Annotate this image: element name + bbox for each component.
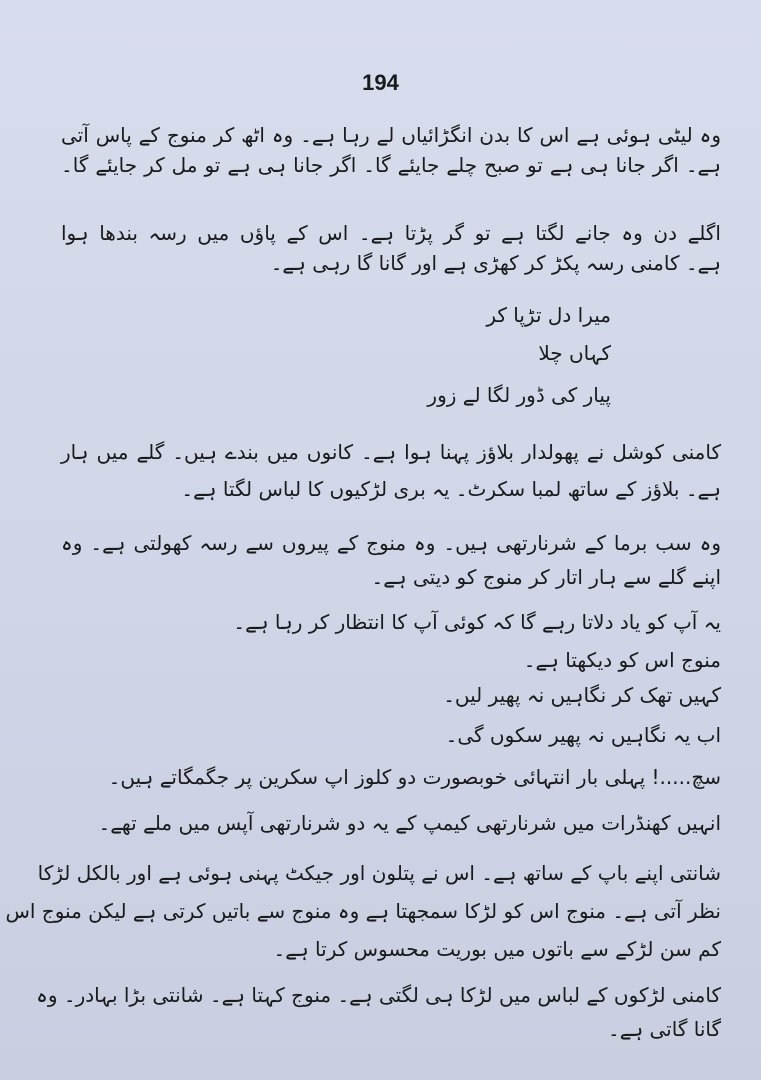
poem-line-3: پیار کی ڈور لگا لے زور [427,383,611,407]
page-number: 194 [362,70,399,95]
text-line-8: کامنی کوشل نے پھولدار بلاؤز پہنا ہوا ہے۔ کانوں میں بندے ہیں۔ گلے میں ہار [61,440,721,464]
text-line-22: گانا گاتی ہے۔ [608,1017,721,1041]
text-line-2: ہے۔ اگر جانا ہی ہے تو صبح چلے جایئے گا۔ اگر جانا ہی ہے تو مل کر جایئے گا۔ [61,153,721,177]
text-line-9: ہے۔ بلاؤز کے ساتھ لمبا سکرٹ۔ یہ بری لڑکیوں کا لباس لگتا ہے۔ [181,477,721,501]
text-line-20: کم سن لڑکے سے باتوں میں بوریت محسوس کرتا ہے۔ [273,937,721,961]
text-line-17: انہیں کھنڈرات میں شرنارتھی کیمپ کے یہ دو شرنارتھی آپس میں ملے تھے۔ [98,811,721,835]
text-line-21: کامنی لڑکوں کے لباس میں لڑکا ہی لگتی ہے۔ منوج کہتا ہے۔ شانتی بڑا بہادر۔ وہ [36,983,721,1007]
text-line-4: ہے۔ کامنی رسہ پکڑ کر کھڑی ہے اور گانا گا رہی ہے۔ [270,251,721,275]
dialogue-line-5: سچ.....! پہلی بار انتہائی خوبصورت دو کلوز اپ سکرین پر جگمگاتے ہیں۔ [108,765,721,789]
poem-line-2: کہاں چلا [538,341,611,365]
text-line-1: وہ لیٹی ہوئی ہے اس کا بدن انگڑائیاں لے رہا ہے۔ وہ اٹھ کر منوج کے پاس آتی [61,123,721,147]
dialogue-line-4: اب یہ نگاہیں نہ پھیر سکوں گی۔ [445,723,721,747]
dialogue-line-1: یہ آپ کو یاد دلاتا رہے گا کہ کوئی آپ کا انتظار کر رہا ہے۔ [233,610,721,634]
poem-line-1: میرا دل تڑپا کر [486,303,611,327]
dialogue-line-3: کہیں تھک کر نگاہیں نہ پھیر لیں۔ [443,683,721,707]
text-line-3: اگلے دن وہ جانے لگتا ہے تو گر پڑتا ہے۔ اس کے پاؤں میں رسہ بندھا ہوا [61,221,721,245]
dialogue-line-2: منوج اس کو دیکھتا ہے۔ [523,648,721,672]
text-line-18: شانتی اپنے باپ کے ساتھ ہے۔ اس نے پتلون اور جیکٹ پہنی ہوئی ہے اور بالکل لڑکا [37,861,721,885]
text-line-19: نظر آتی ہے۔ منوج اس کو لڑکا سمجھتا ہے وہ منوج سے باتیں کرتی ہے لیکن منوج اس [5,899,721,923]
text-line-11: اپنے گلے سے ہار اتار کر منوج کو دیتی ہے۔ [371,565,721,589]
text-line-10: وہ سب برما کے شرنارتھی ہیں۔ وہ منوج کے پیروں سے رسہ کھولتی ہے۔ وہ [61,531,721,555]
